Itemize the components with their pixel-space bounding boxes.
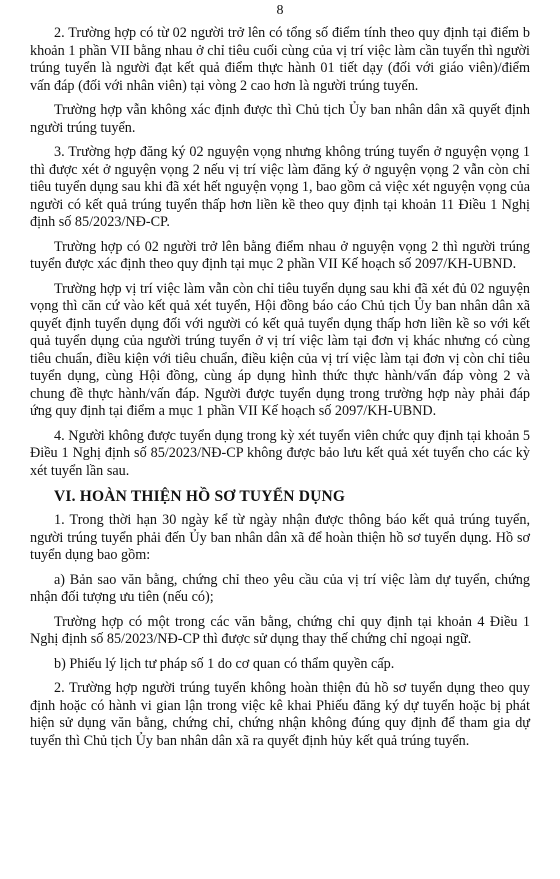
paragraph-chairman-decision: Trường hợp vẫn không xác định được thì Chủ tịch Ủy ban nhân dân xã quyết định người trúng tuyển.: [30, 102, 530, 136]
paragraph-equal-score-preference-2: Trường hợp có 02 người trở lên bằng điểm nhau ở nguyện vọng 2 thì người trúng tuyển được xác định theo quy định tại mục 2 phần VII Kế hoạch số 2097/KH-UBND.: [30, 238, 530, 272]
paragraph-second-preference: 3. Trường hợp đăng ký 02 nguyện vọng nhưng không trúng tuyển ở nguyện vọng 1 thì được xét ở nguyện vọng 2 nếu vị trí việc làm đăng ký ở nguyện vọng 2 vẫn còn chỉ tiêu tuyển dụng sau khi đã xét hết nguyện vọng 1, bao gồm cả việc xét nguyện vọng của người có kết quả trúng tuyển thấp hơn liền kề theo quy định tại khoản 11 Điều 1 Nghị định số 85/2023/NĐ-CP.: [30, 144, 530, 230]
paragraph-remaining-quota: Trường hợp vị trí việc làm vẫn còn chỉ tiêu tuyển dụng sau khi đã xét đủ 02 nguyện vọng thì căn cứ vào kết quả xét tuyển, Hội đồng báo cáo Chủ tịch Ủy ban nhân dân xã quyết định tuyển dụng đối với người có kết quả tuyển dụng thấp hơn liền kề so với kết quả tuyển dụng của người trúng tuyển ở vị trí việc làm tại đơn vị khác nhưng có cùng tiêu chuẩn, điều kiện với tiêu chuẩn, điều kiện của vị trí việc làm tại đơn vị còn chỉ tiêu tuyển dụng, cùng Hội đồng, cùng áp dụng hình thức thực hành/vấn đáp vòng 2 và chung đề thực hành/vấn đáp. Người được tuyển dụng trong trường hợp này phải đáp ứng quy định tại điểm a mục 1 phần VII Kế hoạch số 2097/KH-UBND.: [30, 280, 530, 419]
paragraph-no-reservation: 4. Người không được tuyển dụng trong kỳ xét tuyển viên chức quy định tại khoản 5 Điều 1 Nghị định số 85/2023/NĐ-CP không được bảo lưu kết quả xét tuyển cho các kỳ xét tuyển lần sau.: [30, 427, 530, 479]
paragraph-item-b: b) Phiếu lý lịch tư pháp số 1 do cơ quan có thẩm quyền cấp.: [54, 655, 395, 672]
paragraph-tie-break: 2. Trường hợp có từ 02 người trở lên có tổng số điểm tính theo quy định tại điểm b khoản 1 phần VII bằng nhau ở chỉ tiêu cuối cùng của vị trí việc làm cần tuyển thì người trúng tuyển là người đạt kết quả điểm thực hành 01 tiết dạy (đối với giáo viên)/điểm vấn đáp (đối với nhân viên) tại vòng 2 cao hơn là người trúng tuyển.: [30, 25, 530, 94]
document-body: [30, 25, 530, 750]
section-heading: VI. HOÀN THIỆN HỒ SƠ TUYỂN DỤNG: [54, 488, 346, 505]
paragraph-item-a: a) Bản sao văn bằng, chứng chỉ theo yêu cầu của vị trí việc làm dự tuyển, chứng nhận đối tượng ưu tiên (nếu có);: [30, 571, 530, 605]
paragraph-cancel-result: 2. Trường hợp người trúng tuyển không hoàn thiện đủ hồ sơ tuyển dụng theo quy định hoặc có hành vi gian lận trong việc kê khai Phiếu đăng ký dự tuyển hoặc bị phát hiện sử dụng văn bằng, chứng chỉ, chứng nhận không đúng quy định để tham gia dự tuyển thì Chủ tịch Ủy ban nhân dân xã ra quyết định hủy kết quả trúng tuyển.: [30, 680, 530, 749]
page-number: 8: [276, 3, 284, 18]
paragraph-language-substitute: Trường hợp có một trong các văn bằng, chứng chỉ quy định tại khoản 4 Điều 1 Nghị định số 85/2023/NĐ-CP thì được sử dụng thay thế chứng chỉ ngoại ngữ.: [30, 613, 530, 647]
paragraph-deadline-30-days: 1. Trong thời hạn 30 ngày kể từ ngày nhận được thông báo kết quả trúng tuyển, người trúng tuyển phải đến Ủy ban nhân dân xã để hoàn thiện hồ sơ tuyển dụng. Hồ sơ tuyển dụng bao gồm:: [30, 512, 530, 563]
